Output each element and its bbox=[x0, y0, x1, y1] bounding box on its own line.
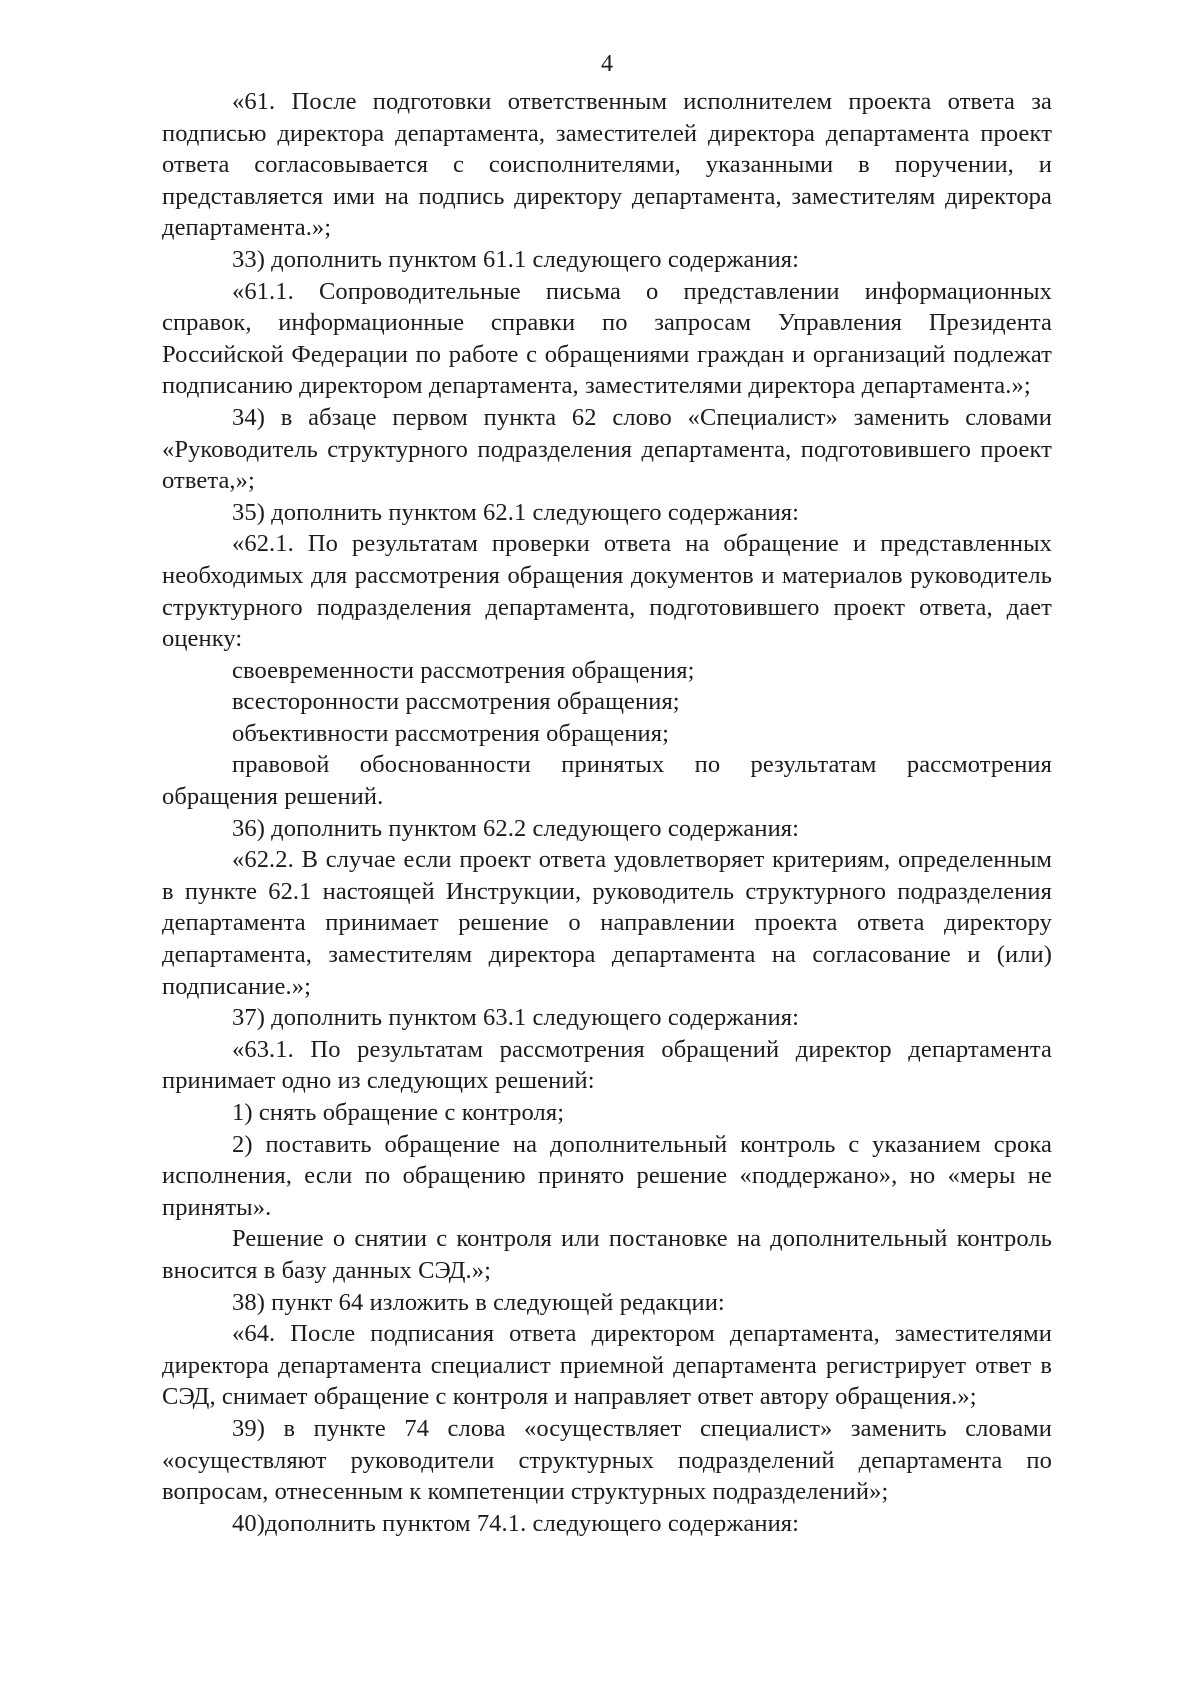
paragraph-63-1: «63.1. По результатам рассмотрения обращений директор департамента принимает одно из следующих решений: bbox=[162, 1035, 1052, 1095]
decision-1: 1) снять обращение с контроля; bbox=[232, 1099, 565, 1126]
paragraph-62-2: «62.2. В случае если проект ответа удовлетворяет критериям, определенным в пункте 62.1 настоящей Инструкции, руководитель структурного подразделения департамента принимает решение о направлении проекта ответа директору департамента, заместителям директора департамента на согласование и (или) подписание.»; bbox=[162, 846, 1052, 1000]
page-number: 4 bbox=[601, 51, 613, 77]
item-40: 40)дополнить пунктом 74.1. следующего содержания: bbox=[232, 1509, 800, 1537]
criterion-legal-validity: правовой обоснованности принятых по результатам рассмотрения обращения решений. bbox=[162, 751, 1052, 811]
item-33: 33) дополнить пунктом 61.1 следующего содержания: bbox=[232, 245, 800, 273]
criterion-timeliness: своевременности рассмотрения обращения; bbox=[232, 656, 695, 684]
item-36: 36) дополнить пунктом 62.2 следующего содержания: bbox=[232, 814, 800, 842]
item-34: 34) в абзаце первом пункта 62 слово «Специалист» заменить словами «Руководитель структурного подразделения департамента, подготовившего проект ответа,»; bbox=[162, 403, 1052, 495]
criterion-objectivity: объективности рассмотрения обращения; bbox=[232, 719, 670, 747]
item-35: 35) дополнить пунктом 62.1 следующего содержания: bbox=[232, 498, 800, 526]
item-38: 38) пункт 64 изложить в следующей редакции: bbox=[232, 1288, 725, 1316]
item-37: 37) дополнить пунктом 63.1 следующего содержания: bbox=[232, 1004, 800, 1032]
decision-record: Решение о снятии с контроля или постановке на дополнительный контроль вносится в базу данных СЭД.»; bbox=[162, 1225, 1052, 1284]
item-39: 39) в пункте 74 слова «осуществляет специалист» заменить словами «осуществляют руководители структурных подразделений департамента по вопросам, отнесенным к компетенции структурных подразделений»; bbox=[162, 1414, 1052, 1506]
paragraph-61-1: «61.1. Сопроводительные письма о представлении информационных справок, информационные справки по запросам Управления Президента Российской Федерации по работе с обращениями граждан и организаций подлежат подписанию директором департамента, заместителями директора департамента.»; bbox=[162, 277, 1052, 400]
decision-2: 2) поставить обращение на дополнительный контроль с указанием срока исполнения, если по обращению принято решение «поддержано», но «меры не приняты». bbox=[162, 1130, 1052, 1221]
paragraph-61: «61. После подготовки ответственным исполнителем проекта ответа за подписью директора департамента, заместителей директора департамента проект ответа согласовывается с соисполнителями, указанными в поручении, и представляется ими на подпись директору департамента, заместителям директора департамента.»; bbox=[162, 88, 1052, 242]
paragraph-62-1: «62.1. По результатам проверки ответа на обращение и представленных необходимых для рассмотрения обращения документов и материалов руководитель структурного подразделения департамента, подготовившего проект ответа, дает оценку: bbox=[162, 530, 1052, 653]
paragraph-64: «64. После подписания ответа директором департамента, заместителями директора департамента специалист приемной департамента регистрирует ответ в СЭД, снимает обращение с контроля и направляет ответ автору обращения.»; bbox=[162, 1320, 1052, 1411]
criterion-comprehensiveness: всесторонности рассмотрения обращения; bbox=[232, 688, 680, 716]
